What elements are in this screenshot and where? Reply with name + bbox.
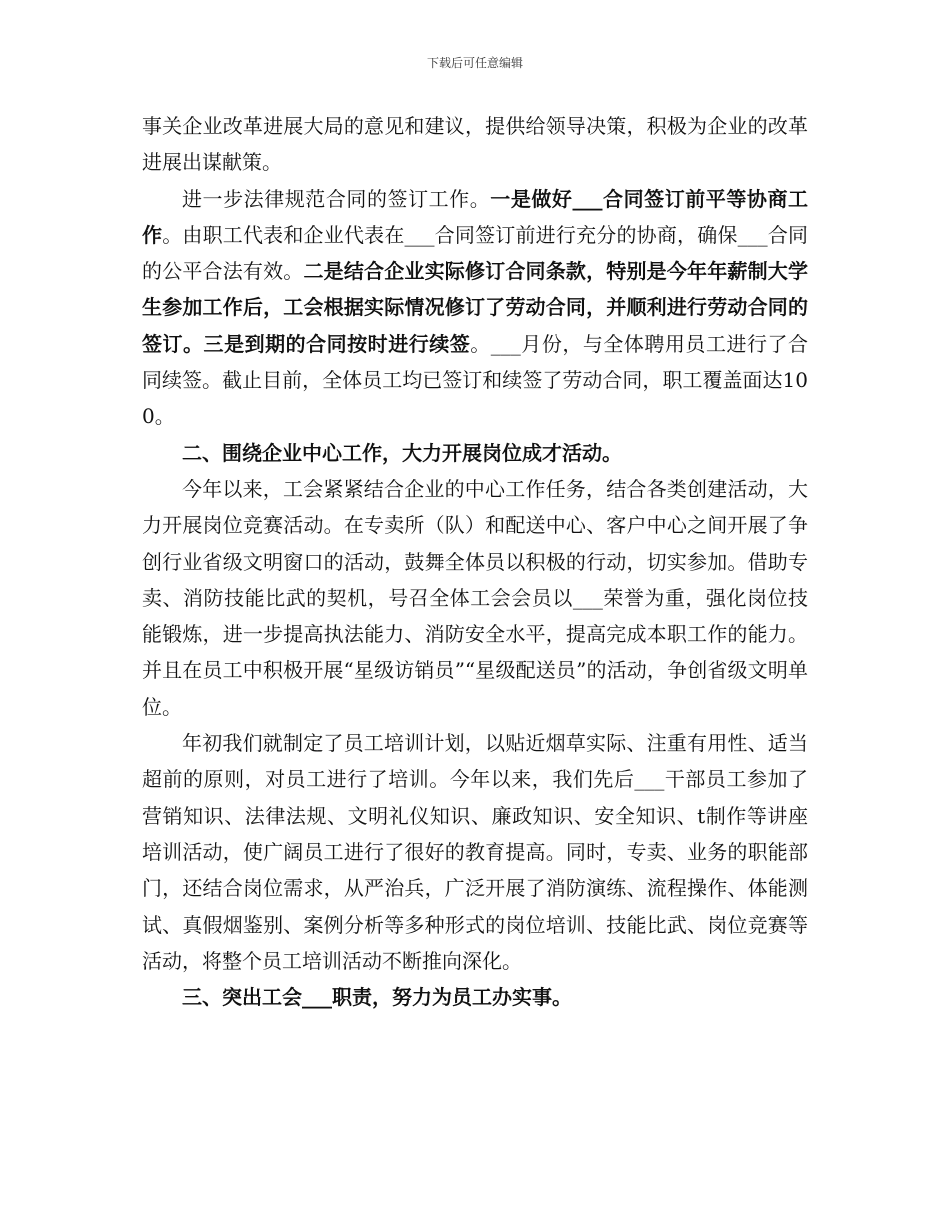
paragraph-contract-renewal: 。___月份，与全体聘用员工进行了合同续签。截止目前，全体员工均已签订和续签了劳动合同，职工覆盖面达100。	[142, 331, 809, 429]
section-heading-three: 三、突出工会___职责，努力为员工办实事。	[182, 985, 572, 1010]
page-header-note: 下载后可任意编辑	[426, 56, 523, 70]
paragraph-contract-point-one: 一是做好___合同签订前平等协商工作	[142, 186, 809, 247]
paragraph-contract-lead: 进一步法律规范合同的签订工作。	[182, 186, 491, 211]
document-body	[142, 108, 808, 1015]
paragraph-continuation: 事关企业改革进展大局的意见和建议，提供给领导决策，积极为企业的改革进展出谋献策。	[142, 114, 808, 175]
paragraph-contract-signing	[142, 181, 808, 435]
paragraph-contract-points-two-three: 二是结合企业实际修订合同条款，特别是今年年薪制大学生参加工作后，工会根据实际情况修订了劳动合同，并顺利进行劳动合同的签订。三是到期的合同按时进行续签	[142, 259, 808, 356]
paragraph-post-competition: 今年以来，工会紧紧结合企业的中心工作任务，结合各类创建活动，大力开展岗位竞赛活动。在专卖所（队）和配送中心、客户中心之间开展了争创行业省级文明窗口的活动，鼓舞全体员以积极的行动，切实参加。借助专卖、消防技能比武的契机，号召全体工会会员以___荣誉为重，强化岗位技能锻炼，进一步提高执法能力、消防安全水平，提高完成本职工作的能力。并且在员工中积极开展“星级访销员”“星级配送员”的活动，争创省级文明单位。	[142, 476, 808, 719]
paragraph-contract-detail: 。由职工代表和企业代表在___合同签订前进行充分的协商，确保___合同的公平合法有效。	[142, 222, 809, 284]
paragraph-staff-training: 年初我们就制定了员工培训计划，以贴近烟草实际、注重有用性、适当超前的原则，对员工进行了培训。今年以来，我们先后___干部员工参加了营销知识、法律法规、文明礼仪知识、廉政知识、安全知识、t制作等讲座培训活动，使广阔员工进行了很好的教育提高。同时，专卖、业务的职能部门，还结合岗位需求，从严治兵，广泛开展了消防演练、流程操作、体能测试、真假烟鉴别、案例分析等多种形式的岗位培训、技能比武、岗位竞赛等活动，将整个员工培训活动不断推向深化。	[142, 731, 808, 973]
section-heading-two: 二、围绕企业中心工作，大力开展岗位成才活动。	[182, 440, 622, 465]
